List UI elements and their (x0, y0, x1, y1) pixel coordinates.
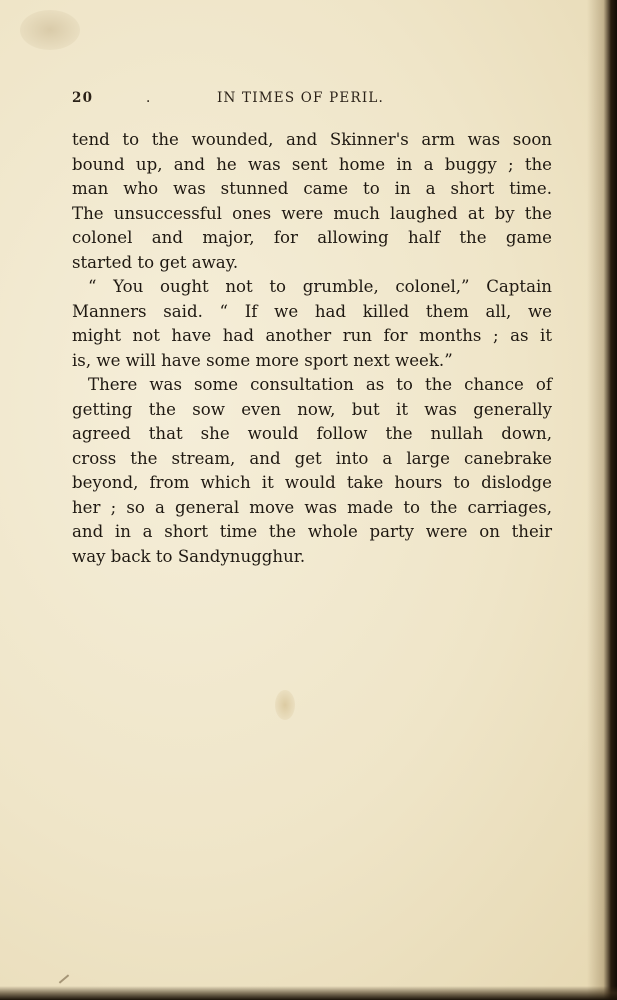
text-line: tend to the wounded, and Skinner's arm was soon (72, 130, 552, 149)
paragraph (72, 275, 552, 373)
text-line: might not have had another run for months ; as it (72, 326, 552, 345)
text-line: cross the stream, and get into a large canebrake (72, 448, 552, 468)
paper-stain (275, 690, 295, 720)
text-line: colonel and major, for allowing half the game (72, 228, 552, 247)
paragraph (72, 373, 552, 569)
text-line: getting the sow even now, but it was generally (72, 399, 552, 419)
paper-stain (20, 10, 80, 50)
text-line: Manners said. “ If we had killed them all, we (72, 301, 552, 321)
pencil-mark (59, 974, 69, 983)
header-separator: . (146, 90, 152, 106)
text-line: agreed that she would follow the nullah down, (72, 424, 552, 443)
page-edge (0, 986, 617, 1000)
text-line: “ You ought not to grumble, colonel,” Captain (88, 277, 552, 296)
text-line: beyond, from which it would take hours to dislodge (72, 473, 552, 492)
text-line: her ; so a general move was made to the carriages, (72, 497, 552, 517)
text-line: way back to Sandynugghur. (72, 546, 306, 566)
text-line: The unsuccessful ones were much laughed at by the (72, 203, 552, 223)
running-title: IN TIMES OF PERIL. (217, 90, 385, 106)
text-line: bound up, and he was sent home in a buggy ; the (72, 154, 552, 174)
body-text (72, 128, 552, 569)
text-line: started to get away. (72, 252, 239, 272)
text-line: There was some consultation as to the chance of (88, 375, 552, 394)
page-number: 20 (72, 90, 94, 106)
text-line: is, we will have some more sport next week.” (72, 350, 453, 370)
paragraph (72, 128, 552, 275)
text-line: man who was stunned came to in a short time. (72, 179, 552, 198)
text-line: and in a short time the whole party were on their (72, 522, 552, 541)
binding-shadow (587, 0, 617, 1000)
page-header (72, 90, 552, 110)
